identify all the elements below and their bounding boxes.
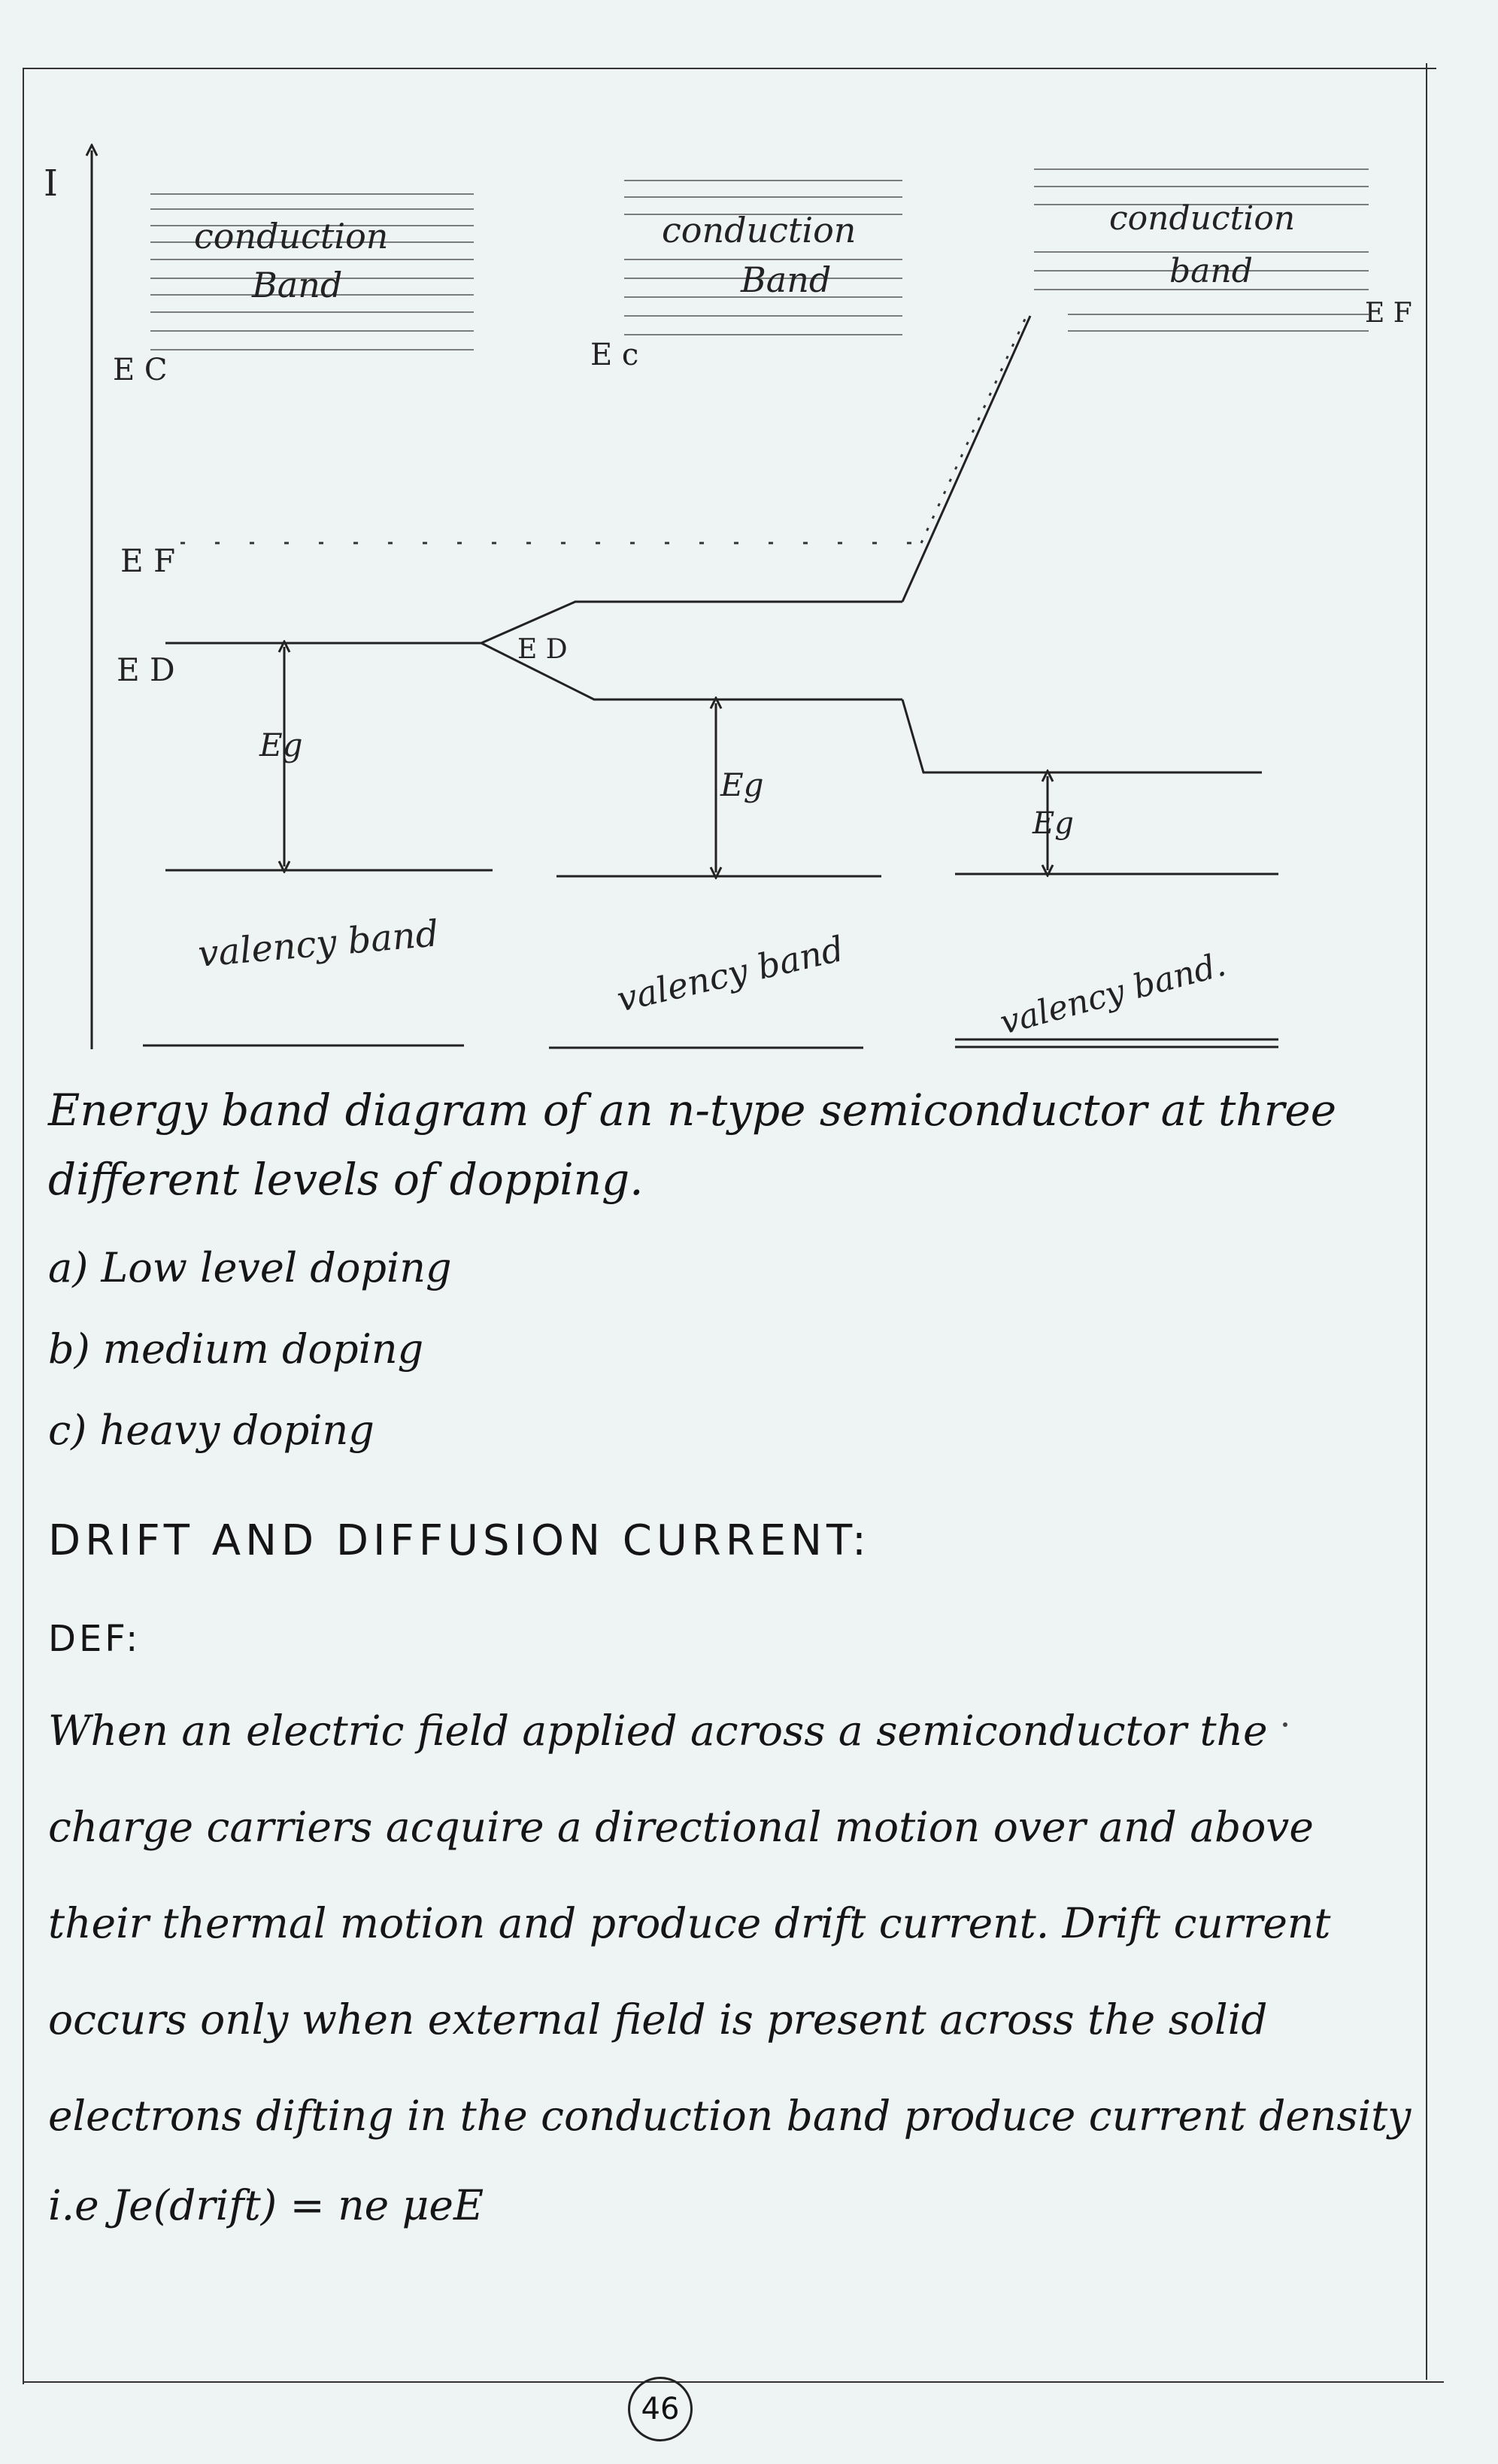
page-number: 46 [628, 2377, 693, 2441]
conduction-band-2-line2: Band [741, 259, 832, 300]
right-ef-label: E F [1365, 298, 1412, 329]
doping-levels-list [48, 1227, 1432, 1471]
drift-current-formula: i.e Je(drift) = ne μeE [48, 2181, 484, 2229]
conduction-band-3-line1: conduction [1109, 199, 1296, 238]
conduction-band-1-line1: conduction [194, 216, 389, 256]
donor-band-3 [902, 316, 1030, 602]
frame-bottom-line [23, 2381, 1444, 2383]
conduction-band-2-line1: conduction [662, 210, 857, 250]
fermi-level-heavy-line [921, 316, 1026, 543]
diagram-caption: Energy band diagram of an n-type semiconductor at three different levels of dopping. [48, 1085, 1337, 1205]
left-ec-label: E C [113, 353, 168, 387]
eg-label-1: Eg [259, 727, 303, 763]
section-title: DRIFT AND DIFFUSION CURRENT: [48, 1516, 871, 1565]
doping-level-item: c) heavy doping [48, 1406, 374, 1454]
conduction-band-3 [1034, 169, 1369, 331]
conduction-band-2 [624, 181, 902, 335]
definition-label: DEF: [48, 1618, 141, 1660]
conduction-band-3-line2: band [1169, 252, 1253, 290]
donor-band-3-lower [902, 699, 1262, 772]
eg-label-2: Eg [720, 766, 764, 803]
valence-label-3: valency band. [996, 945, 1230, 1042]
axis-label: I [44, 162, 58, 205]
stray-mark [1283, 1722, 1287, 1727]
mid-ec-label: E c [590, 338, 639, 372]
valence-label-1: valency band [196, 912, 441, 976]
ed-pointer-label: E D [517, 634, 568, 665]
doping-level-item: b) medium doping [48, 1325, 424, 1373]
doping-level-item: a) Low level doping [48, 1244, 452, 1291]
left-ed-label: E D [117, 651, 175, 688]
eg-label-3: Eg [1033, 806, 1074, 841]
conduction-band-1-line2: Band [252, 265, 343, 305]
valence-label-2: valency band [613, 927, 848, 1020]
energy-band-diagram [0, 0, 1498, 1068]
left-ef-label: E F [120, 542, 176, 579]
definition-paragraph: When an electric field applied across a semiconductor the charge carriers acquire a directional motion over and above their thermal motion and produce drift current. Drift current occurs only when external field is present across the solid electrons difting in the conduction band produce current density [48, 1707, 1412, 2140]
notes-body [48, 1076, 1432, 2247]
